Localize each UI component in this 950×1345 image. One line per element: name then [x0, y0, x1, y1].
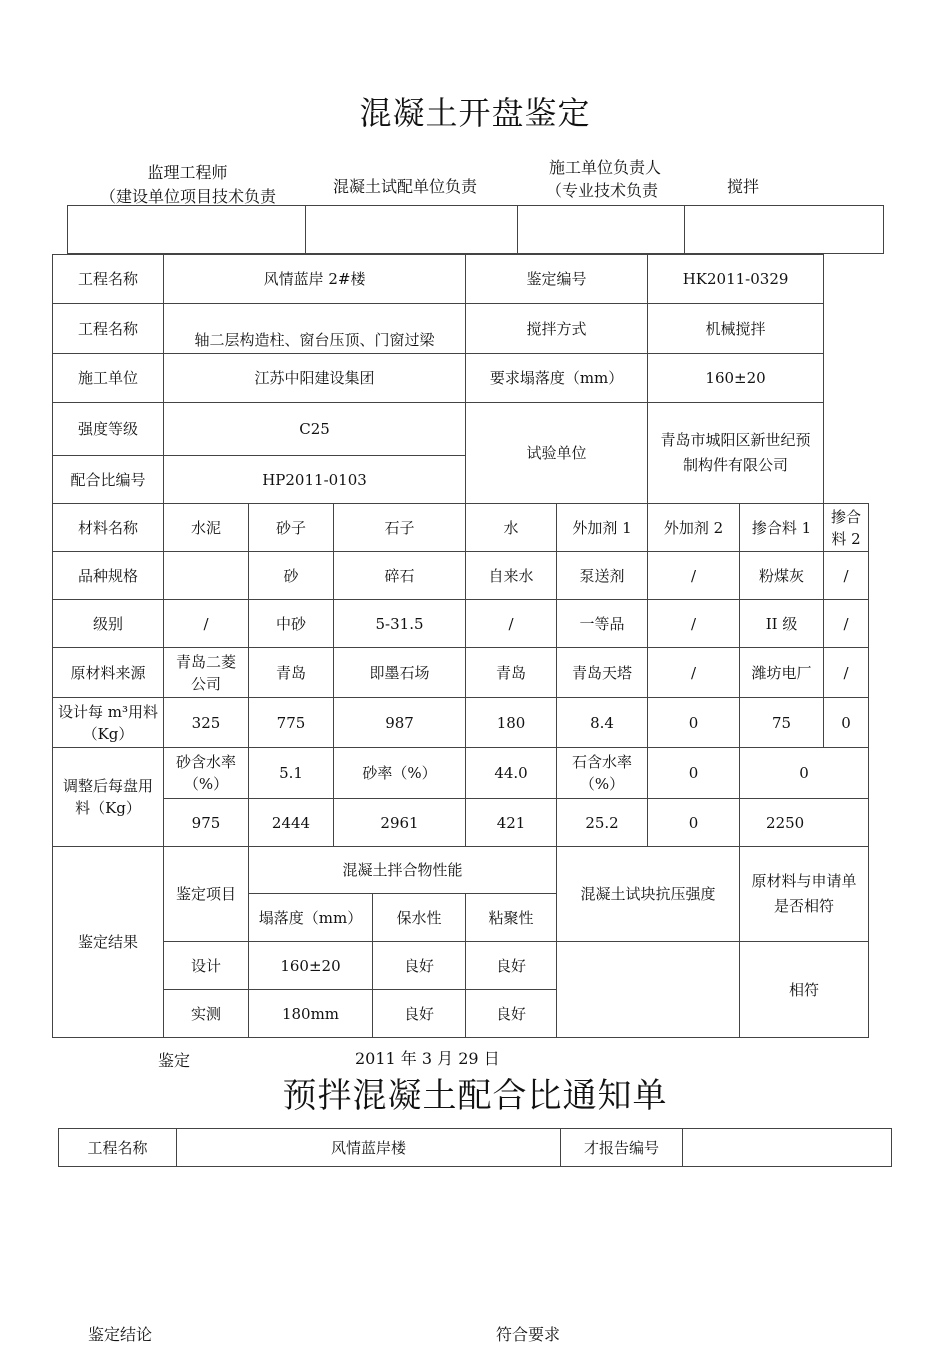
spec-cell: 碎石 — [334, 552, 466, 600]
mixer-signature-box — [685, 206, 884, 254]
adjusted-value: 0 — [648, 799, 740, 847]
measured-slump-value: 180mm — [249, 990, 373, 1038]
appraisal-result-label: 鉴定结果 — [53, 847, 164, 1038]
source-cell: 青岛二菱公司 — [164, 648, 249, 698]
spec-cell: / — [648, 552, 740, 600]
appraisal-no-label: 鉴定编号 — [466, 255, 648, 304]
source-cell: 青岛天塔 — [557, 648, 648, 698]
sand-moisture-label: 砂含水率（%） — [164, 748, 249, 799]
construction-unit-value: 江苏中阳建设集团 — [164, 354, 466, 403]
design-cohesion-value: 良好 — [466, 942, 557, 990]
mix-no-label: 配合比编号 — [53, 456, 164, 504]
source-cell: 青岛 — [466, 648, 557, 698]
material-header: 掺合料 2 — [824, 504, 869, 552]
conclusion-label: 鉴定结论 — [88, 1325, 153, 1344]
design-usage-cell: 180 — [466, 698, 557, 748]
design-label: 设计 — [164, 942, 249, 990]
notice-project-name-value: 风情蓝岸楼 — [177, 1129, 561, 1167]
adjusted-value: 2250 — [740, 799, 869, 847]
compressive-strength-label: 混凝土试块抗压强度 — [557, 847, 740, 942]
grade-cell: / — [824, 600, 869, 648]
grade-cell: / — [164, 600, 249, 648]
sand-ratio-value: 44.0 — [466, 748, 557, 799]
material-header: 掺合料 1 — [740, 504, 824, 552]
source-cell: 原材料来源 — [53, 648, 164, 698]
adjusted-value: 975 — [164, 799, 249, 847]
strength-grade-value: C25 — [164, 403, 466, 456]
trial-mix-unit-label: 混凝土试配单位负责 — [333, 177, 478, 196]
stone-moisture-value: 0 — [648, 748, 740, 799]
spec-cell: / — [824, 552, 869, 600]
design-usage-cell: 8.4 — [557, 698, 648, 748]
spec-cell: 品种规格 — [53, 552, 164, 600]
material-header: 砂子 — [249, 504, 334, 552]
spec-cell: 自来水 — [466, 552, 557, 600]
appraisal-no-value: HK2011-0329 — [648, 255, 824, 304]
sand-moisture-value: 5.1 — [249, 748, 334, 799]
project-name-label: 工程名称 — [53, 255, 164, 304]
supervisor-signature-box — [68, 206, 306, 254]
design-usage-label: 设计每 m³用料（Kg） — [53, 698, 164, 748]
spec-cell: 泵送剂 — [557, 552, 648, 600]
design-retention-value: 良好 — [373, 942, 466, 990]
page-title: 混凝土开盘鉴定 — [359, 94, 591, 132]
mixer-label: 搅拌 — [727, 177, 760, 196]
spec-cell: 砂 — [249, 552, 334, 600]
appraisal-item-label: 鉴定项目 — [164, 847, 249, 942]
measured-cohesion-value: 良好 — [466, 990, 557, 1038]
construction-head-label: 施工单位负责人 — [548, 158, 661, 177]
notice-project-name-label: 工程名称 — [59, 1129, 177, 1167]
adjusted-value: 421 — [466, 799, 557, 847]
adjusted-extra-value: 0 — [740, 748, 869, 799]
measured-retention-value: 良好 — [373, 990, 466, 1038]
slump-requirement-label: 要求塌落度（mm） — [466, 354, 648, 403]
supervisor-label: 监理工程师 — [147, 163, 228, 182]
compressive-strength-value — [557, 942, 740, 1038]
source-cell: 潍坊电厂 — [740, 648, 824, 698]
conclusion-value: 符合要求 — [496, 1325, 561, 1344]
source-cell: 青岛 — [249, 648, 334, 698]
water-retention-label: 保水性 — [373, 894, 466, 942]
grade-cell: / — [648, 600, 740, 648]
spec-cell — [164, 552, 249, 600]
part-label: 工程名称 — [53, 304, 164, 354]
part-value: 轴二层构造柱、窗台压顶、门窗过梁 — [164, 304, 466, 354]
trial-mix-signature-box — [306, 206, 518, 254]
mix-no-value: HP2011-0103 — [164, 456, 466, 504]
adjusted-value: 25.2 — [557, 799, 648, 847]
grade-cell: 一等品 — [557, 600, 648, 648]
appraisal-table — [52, 254, 869, 1038]
notice-title: 预拌混凝土配合比通知单 — [282, 1076, 668, 1116]
appraisal-date: 2011 年 3 月 29 日 — [355, 1049, 500, 1068]
project-name-value: 风情蓝岸 2#楼 — [164, 255, 466, 304]
notice-table — [58, 1128, 892, 1167]
test-unit-label: 试验单位 — [466, 403, 648, 504]
stone-moisture-label: 石含水率（%） — [557, 748, 648, 799]
design-usage-cell: 75 — [740, 698, 824, 748]
design-slump-value: 160±20 — [249, 942, 373, 990]
strength-grade-label: 强度等级 — [53, 403, 164, 456]
mixing-method-value: 机械搅拌 — [648, 304, 824, 354]
slump-label: 塌落度（mm） — [249, 894, 373, 942]
appraisal-partial-label: 鉴定 — [158, 1051, 191, 1070]
material-header: 外加剂 2 — [648, 504, 740, 552]
measured-label: 实测 — [164, 990, 249, 1038]
design-usage-cell: 0 — [648, 698, 740, 748]
notice-report-no-value — [683, 1129, 892, 1167]
grade-cell: 中砂 — [249, 600, 334, 648]
slump-requirement-value: 160±20 — [648, 354, 824, 403]
material-header: 外加剂 1 — [557, 504, 648, 552]
adjusted-usage-label: 调整后每盘用料（Kg） — [53, 748, 164, 847]
mixing-method-label: 搅拌方式 — [466, 304, 648, 354]
construction-signature-box — [518, 206, 685, 254]
grade-cell: II 级 — [740, 600, 824, 648]
source-cell: / — [648, 648, 740, 698]
material-header: 材料名称 — [53, 504, 164, 552]
grade-cell: 5-31.5 — [334, 600, 466, 648]
conformity-label: 原材料与申请单是否相符 — [740, 847, 869, 942]
grade-cell: 级别 — [53, 600, 164, 648]
construction-tech-label: （专业技术负责 — [546, 181, 659, 200]
conformity-value: 相符 — [740, 942, 869, 1038]
adjusted-value: 2444 — [249, 799, 334, 847]
mix-performance-label: 混凝土拌合物性能 — [249, 847, 557, 894]
design-usage-cell: 325 — [164, 698, 249, 748]
construction-unit-label: 施工单位 — [53, 354, 164, 403]
grade-cell: / — [466, 600, 557, 648]
design-usage-cell: 987 — [334, 698, 466, 748]
supervisor-sub-label: （建设单位项目技术负责 — [100, 187, 277, 206]
material-header: 水泥 — [164, 504, 249, 552]
material-header: 石子 — [334, 504, 466, 552]
design-usage-cell: 0 — [824, 698, 869, 748]
adjusted-value: 2961 — [334, 799, 466, 847]
sand-ratio-label: 砂率（%） — [334, 748, 466, 799]
spec-cell: 粉煤灰 — [740, 552, 824, 600]
cohesion-label: 粘聚性 — [466, 894, 557, 942]
test-unit-value: 青岛市城阳区新世纪预制构件有限公司 — [648, 403, 824, 504]
signature-boxes — [67, 205, 884, 254]
material-header: 水 — [466, 504, 557, 552]
source-cell: / — [824, 648, 869, 698]
source-cell: 即墨石场 — [334, 648, 466, 698]
notice-report-no-label: 才报告编号 — [561, 1129, 683, 1167]
design-usage-cell: 775 — [249, 698, 334, 748]
